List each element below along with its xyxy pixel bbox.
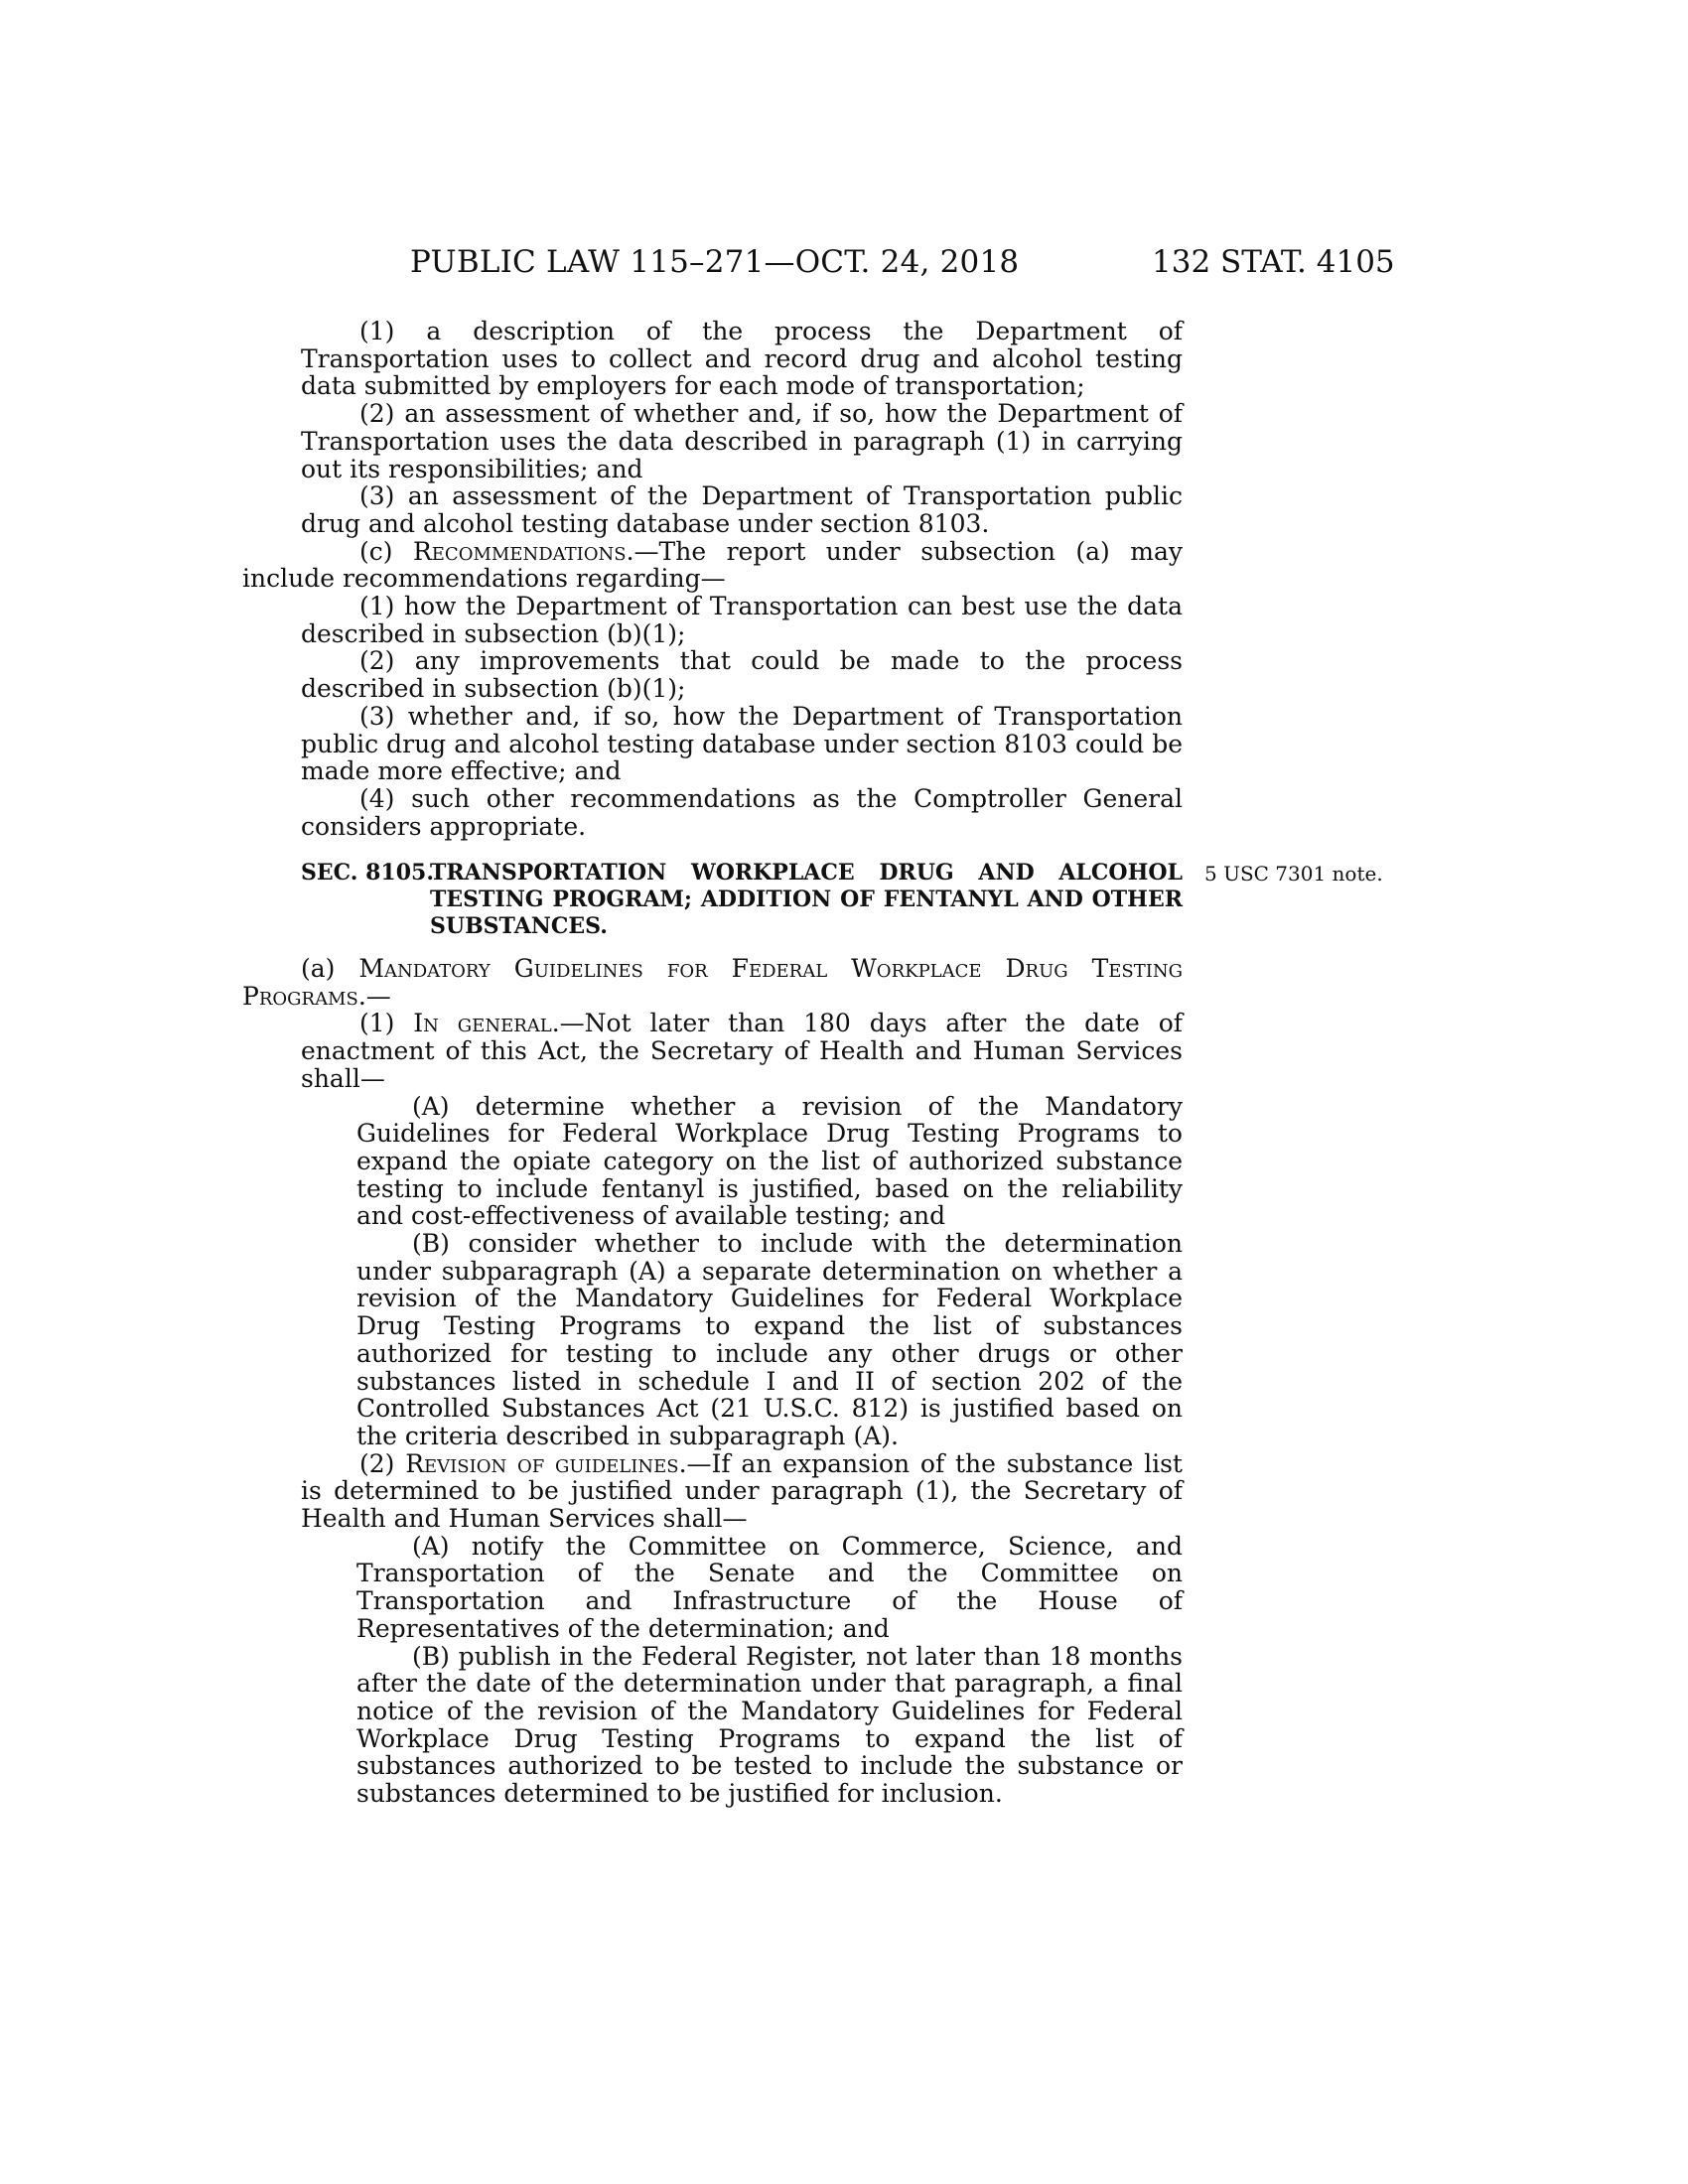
statute-citation: 132 STAT. 4105 xyxy=(1152,244,1395,280)
subsection-c-label: (c) xyxy=(359,536,413,566)
subsection-b-continued xyxy=(242,317,1183,841)
subsection-c xyxy=(242,538,1183,593)
paragraph-a2 xyxy=(301,1450,1183,1533)
paragraph-c3: (3) whether and, if so, how the Department of Transportation public drug and alcohol testing database under section 8103 could be made more effective; and xyxy=(301,701,1183,786)
section-title: TRANSPORTATION WORKPLACE DRUG AND ALCOHOL TESTING PROGRAM; ADDITION OF FENTANYL AND OTHER SUBSTANCES. xyxy=(430,860,1183,939)
paragraph-a1-text: .—Not later than 180 days after the date of enactment of this Act, the Secretary of Health and Human Services shall— xyxy=(301,1009,1183,1093)
running-head: PUBLIC LAW 115–271—OCT. 24, 2018 xyxy=(410,244,1020,280)
section-heading xyxy=(301,860,1183,940)
margin-note: 5 USC 7301 note. xyxy=(1204,862,1383,886)
subparagraph-a1B: (B) consider whether to include with the determination under subparagraph (A) a separate determination on whether a revision of the Mandatory Guidelines for Federal Workplace Drug Testing Programs to expand the list of substances authorized for testing to include any other drugs or other substances listed in schedule I and II of section 202 of the Controlled Substances Act (21 U.S.C. 812) is justified based on the criteria described in subparagraph (A). xyxy=(356,1229,1183,1450)
subsection-c-text: .—The report under subsection (a) may include recommendations regarding— xyxy=(242,536,1183,594)
paragraph-b2: (2) an assessment of whether and, if so, how the Department of Transportation uses the data described in paragraph (1) in carrying out its responsibilities; and xyxy=(301,399,1183,483)
paragraph-a2-text: .—If an expansion of the substance list is determined to be justified under paragraph (1), the Secretary of Health and Human Services shall— xyxy=(301,1448,1183,1534)
paragraph-a1-heading: In general xyxy=(413,1009,552,1038)
section-body xyxy=(242,954,1183,1809)
subsection-c-heading: Recommendations xyxy=(412,536,627,566)
paragraph-c2: (2) any improvements that could be made to the process described in subsection (b)(1); xyxy=(301,646,1183,704)
paragraph-a1 xyxy=(301,1010,1183,1092)
paragraph-a1-label: (1) xyxy=(359,1009,414,1038)
paragraph-c1: (1) how the Department of Transportation can best use the data described in subsection (b)(1); xyxy=(301,592,1183,648)
subsection-a-label: (a) xyxy=(301,954,359,983)
paragraph-b3: (3) an assessment of the Department of Transportation public drug and alcohol testing database under section 8103. xyxy=(301,481,1183,538)
subsection-a-heading xyxy=(242,955,1183,1010)
subparagraph-a1A: (A) determine whether a revision of the Mandatory Guidelines for Federal Workplace Drug Testing Programs to expand the opiate category on the list of authorized substance testing to include fentanyl is justified, based on the reliability and cost-effectiveness of available testing; and xyxy=(356,1091,1183,1231)
paragraph-c4: (4) such other recommendations as the Comptroller General considers appropriate. xyxy=(301,783,1183,841)
paragraph-a2-label: (2) xyxy=(359,1448,406,1478)
subsection-a-title: Mandatory Guidelines for Federal Workplace Drug Testing Programs xyxy=(242,954,1183,1011)
subsection-a-dash: .— xyxy=(357,981,391,1011)
section-number: SEC. 8105. xyxy=(301,860,434,886)
paragraph-a2-heading: Revision of guidelines xyxy=(405,1448,679,1478)
subparagraph-a2B: (B) publish in the Federal Register, not later than 18 months after the date of the determination under that paragraph, a final notice of the revision of the Mandatory Guidelines for Federal Workplace Drug Testing Programs to expand the list of substances authorized to be tested to include the substance or substances determined to be justified for inclusion. xyxy=(356,1641,1183,1809)
paragraph-b1: (1) a description of the process the Department of Transportation uses to collect and record drug and alcohol testing data submitted by employers for each mode of transportation; xyxy=(301,317,1183,401)
subparagraph-a2A: (A) notify the Committee on Commerce, Science, and Transportation of the Senate and the Committee on Transportation and Infrastructure of the House of Representatives of the determination; and xyxy=(356,1531,1183,1643)
page-header xyxy=(0,244,1688,288)
